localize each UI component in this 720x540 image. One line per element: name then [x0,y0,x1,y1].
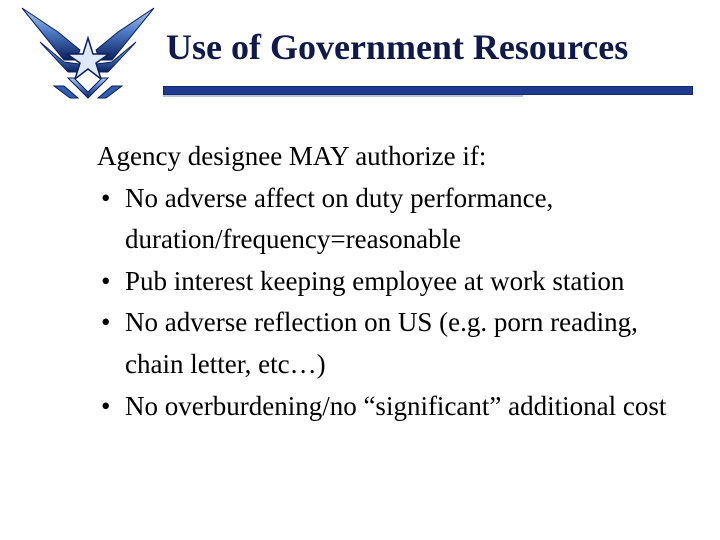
list-item [97,261,697,303]
slide-title: Use of Government Resources [166,27,629,67]
bullet-text: No adverse reflection on US (e.g. porn reading, chain letter, etc…) [125,307,638,379]
bullet-text: No adverse affect on duty performance, duration/frequency=reasonable [125,182,554,255]
title-underline-shadow [163,95,523,97]
bullet-list [97,178,697,428]
bullet-icon: • [101,182,111,213]
list-item [97,386,697,428]
bullet-text: Pub interest keeping employee at work station [125,265,625,296]
intro-text: Agency designee MAY authorize if: [97,141,487,171]
bullet-icon: • [101,307,111,338]
list-item [97,302,697,385]
slide-body [97,136,697,427]
bullet-text: No overburdening/no “significant” additional cost [125,390,667,421]
bullet-icon: • [101,265,111,296]
title-underline-rule [163,86,693,95]
list-item [97,178,697,261]
bullet-icon: • [101,390,111,421]
air-force-wings-logo-icon [18,2,158,112]
